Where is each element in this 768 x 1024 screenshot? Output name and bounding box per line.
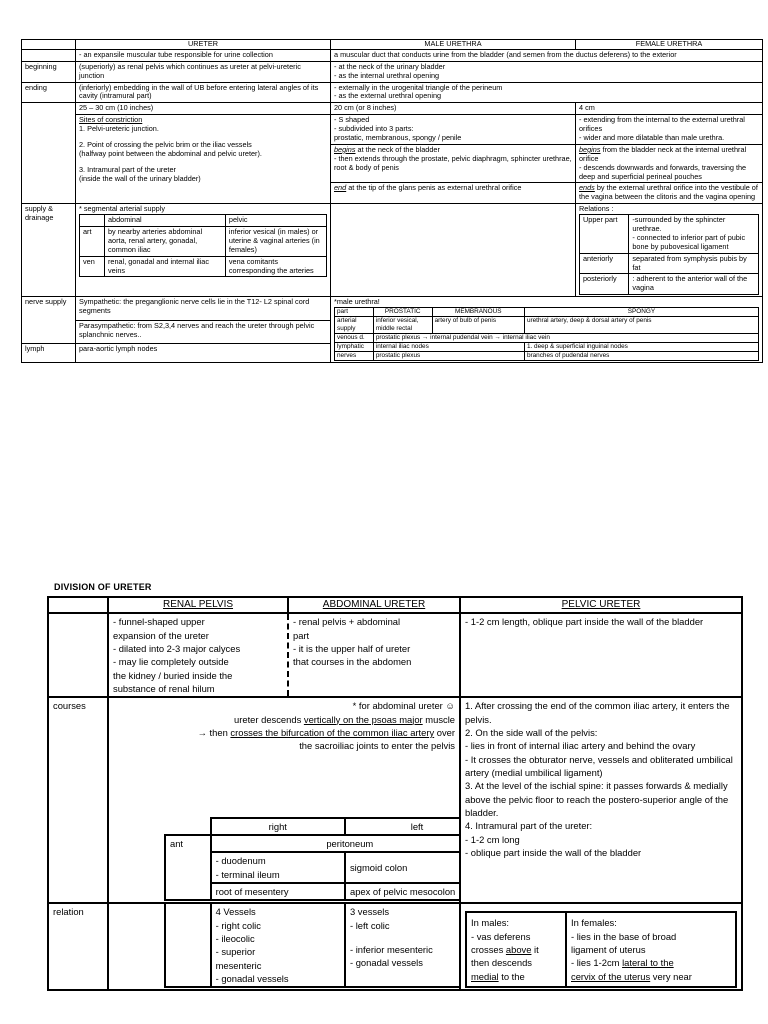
males-title: In males: [471,917,510,929]
header-renal-pelvis: RENAL PELVIS [108,597,288,613]
rel-header-left: left [345,818,460,835]
detail-lymph-internal: internal iliac nodes [373,343,524,352]
row-ven: ven [80,256,105,277]
males-line-4 [471,970,561,983]
detail-h-part: part [335,308,374,317]
course-line-1-u: vertically on the psoas major [303,713,423,725]
constriction-item-1: 1. Pelvi-ureteric junction. [79,124,159,134]
subheader-pelvic: pelvic [225,215,326,227]
constriction-item-2-note: (halfway point between the abdominal and pelvic ureter). [79,148,262,158]
female-end-word: ends [579,183,595,193]
female-shape [576,115,763,145]
abd-desc-3: - it is the upper half of ureter [293,642,411,654]
pelvic-relations [460,903,742,990]
urethra-ending [331,82,763,103]
rel-right-vessels-5: - gonadal vessels [215,973,289,985]
detail-h-spongy: SPONGY [524,308,758,317]
rel-right-1-b: - terminal ileum [215,868,280,880]
ending-row [22,82,763,103]
males-relation [466,912,566,987]
detail-arterial-label: arterial supply [335,317,374,334]
females-line-3-a: - lies 1-2cm [571,957,623,969]
female-course [576,144,763,183]
ven-pelvic: vena comitants corresponding the arteries [225,256,326,277]
header-ureter: URETER [76,40,331,50]
constriction-item-2: 2. Point of crossing the pelvic brim or the iliac vessels [79,140,252,150]
males-line-1: - vas deferens [471,930,531,942]
detail-arterial-spongy: urethral artery, deep & dorsal artery of penis [524,317,758,334]
pelvic-ureter-desc: - 1-2 cm length, oblique part inside the wall of the bladder [460,613,742,697]
rel-left-vessels [345,903,460,987]
urethra-ending-line-1: - externally in the urogenital triangle of the perineum [334,82,503,92]
urethra-beginning-line-2: - as the internal urethral opening [334,70,440,80]
males-line-2 [471,943,561,956]
constriction-item-3-note: (inside the wall of the urinary bladder) [79,173,201,183]
ureter-lymph: para-aortic lymph nodes [76,344,331,363]
male-end-word: end [334,183,347,193]
relations-title: Relations : [579,204,614,214]
renal-desc-1: - funnel-shaped upper [113,616,205,628]
rel-header-right: right [211,818,345,835]
row-label-nerve: nerve supply [22,297,76,344]
female-end [576,183,763,204]
row-label-beginning: beginning [22,61,76,82]
female-end-rest: by the external urethral orifice into the vestibule of the vagina between the clitoris and the vagina opening [579,183,758,202]
supply-row [22,204,763,297]
females-line-3 [571,956,731,969]
rel-left-vessels-title: 3 vessels [349,906,390,918]
rel-right-vessels-3: - superior [215,946,256,958]
corner-cell [22,40,76,50]
row-label-relation: relation [48,903,108,990]
ureter-nerve-para: Parasympathetic: from S2,3,4 nerves and reach the ureter through pelvic splanchnic nerves.. [76,320,331,343]
ureter-ending: (inferiorly) embedding in the wall of UB before entering lateral angles of its cavity (intramural part) [76,82,331,103]
females-line-3-u: lateral to the [622,957,674,969]
males-line-4-b: to the [498,970,525,982]
ven-abdominal: renal, gonadal and internal iliac veins [105,256,226,277]
renal-desc-2: expansion of the ureter [113,629,209,641]
renal-desc-3: - dilated into 2-3 major calyces [113,642,241,654]
art-pelvic: inferior vesical (in males) or uterine & vaginal arteries (in females) [225,227,326,257]
urethra-ending-line-2: - as the external urethral opening [334,91,442,101]
pelvic-course-5: 3. At the level of the ischial spine: it passes forwards & medially above the pelvic floor to reach the postero-superior angle of the bladder. [465,780,729,818]
pelvic-course-8: - oblique part inside the wall of the bladder [465,847,642,859]
male-begins-word: begins [334,144,356,154]
row-label-supply: supply & drainage [22,204,76,297]
relation-posteriorly-text: : adherent to the anterior wall of the vagina [629,274,759,295]
male-begins-rest: at the neck of the bladder [355,144,440,154]
courses-row [48,697,742,903]
header-male-urethra: MALE URETHRA [331,40,576,50]
abd-desc-1: - renal pelvis + abdominal [293,616,401,628]
pelvic-course-7: - 1-2 cm long [465,833,520,845]
row-label-courses: courses [48,697,108,903]
abd-desc-2: part [293,629,310,641]
division-desc-row [48,613,742,697]
females-line-4 [571,970,731,983]
pelvic-course [460,697,742,903]
renal-desc-4: - may lie completely outside [113,656,229,668]
male-end [331,183,576,204]
detail-lymph-inguinal: 1. deep & superficial inguinal nodes [524,343,758,352]
male-shape [331,115,576,145]
rel-right-1-a: - duodenum [215,855,266,867]
females-line-4-u: cervix of the uterus [571,970,651,982]
abdominal-relations-table [164,817,460,902]
rel-right-2: root of mesentery [211,883,345,900]
header-female-urethra: FEMALE URETHRA [576,40,763,50]
course-line-2-u: crosses the bifurcation of the common iliac artery [230,726,435,738]
male-shape-line-2: - subdivided into 3 parts: [334,124,414,134]
art-abdominal: by nearby arteries abdominal aorta, renal artery, gonadal, common iliac [105,227,226,257]
relation-posteriorly: posteriorly [580,274,629,295]
pelvic-course-2: 2. On the side wall of the pelvis: [465,726,598,738]
pelvic-course-3: - lies in front of internal iliac artery and behind the ovary [465,740,696,752]
course-line-3: the sacroiliac joints to enter the pelvis [299,740,455,752]
males-line-2-a: crosses [471,944,506,956]
detail-nerves-pudendal: branches of pudendal nerves [524,352,758,361]
females-relation [566,912,736,987]
ureter-definition: - an expansile muscular tube responsible for urine collection [76,49,331,61]
female-length: 4 cm [576,103,763,115]
sites-of-constriction [76,115,331,204]
nerve-row [22,297,763,320]
header-pelvic-ureter: PELVIC URETER [460,597,742,613]
course-note: * for abdominal ureter ☺ [352,700,455,712]
detail-h-prostatic: PROSTATIC [373,308,432,317]
length-row [22,103,763,115]
female-shape-line-2: - wider and more dilatable than male urethra. [579,133,725,143]
relation-row [48,903,742,990]
relation-anteriorly: anteriorly [580,253,629,274]
definition-row [22,49,763,61]
course-line-1 [113,713,455,726]
detail-nerves-prostatic: prostatic plexus [373,352,524,361]
row-label-lymph: lymph [22,344,76,363]
male-urethra-detail [331,297,763,363]
male-course-line-2: - then extends through the prostate, pelvic diaphragm, sphincter urethrae, root & body of penis [334,153,572,172]
male-shape-line-3: prostatic, membranous, spongy / penile [334,133,462,143]
relation-anteriorly-text: separated from symphysis pubis by fat [629,253,759,274]
course-line-1-b: muscle [422,713,455,725]
rel-left-vessels-3: - gonadal vessels [349,957,423,969]
constriction-item-3: 3. Intramural part of the ureter [79,164,176,174]
constriction-title: Sites of constriction [79,115,143,125]
abdominal-relation-vessels [108,903,460,990]
female-course-line-1 [579,146,759,164]
course-line-2-b: over [434,726,455,738]
detail-venous-label: venous d. [335,334,374,343]
detail-venous-text: prostatic plexus → internal pudendal vein → internal iliac vein [373,334,758,343]
ureter-length: 25 – 30 cm (10 inches) [76,103,331,115]
rel-left-1: sigmoid colon [345,852,460,883]
females-title: In females: [571,917,617,929]
female-begins-rest: from the bladder neck at the internal urethral orifice [579,144,747,163]
female-relations [576,204,763,297]
female-begins-word: begins [579,144,601,154]
division-header-row [48,597,742,613]
relation-upper-line-1: -surrounded by the sphincter urethrae. [632,215,726,234]
sex-relations-table [465,911,737,988]
relation-upper-text [629,215,759,254]
females-line-4-b: very near [650,970,692,982]
rel-right-vessels-2: - ileocolic [215,933,255,945]
abdominal-course [108,697,460,903]
abdominal-ureter-desc [288,613,460,697]
females-line-2: ligament of uterus [571,944,646,956]
urethra-beginning [331,61,763,82]
male-urethra-detail-table [334,307,759,361]
ureter-urethra-comparison-table [21,39,763,363]
male-course [331,144,576,183]
male-length: 20 cm (or 8 inches) [331,103,576,115]
ureter-supply [76,204,331,297]
relations-subtable [579,214,759,295]
division-of-ureter-table [47,596,743,991]
male-supply-empty [331,204,576,297]
detail-arterial-prostatic: inferior vesical, middle rectal [373,317,432,334]
detail-arterial-membranous: artery of bulb of penis [432,317,524,334]
row-label-ending: ending [22,82,76,103]
row-art: art [80,227,105,257]
female-shape-line-1: - extending from the internal to the external urethral orifices [579,115,745,134]
detail-lymph-label: lymphatic [335,343,374,352]
renal-desc-5: the kidney / buried inside the [113,669,233,681]
urethra-definition: a muscular duct that conducts urine from the bladder (and semen from the ductus deferens) to the exterior [331,49,763,61]
header-abdominal-ureter: ABDOMINAL URETER [288,597,460,613]
course-line-1-a: ureter descends [234,713,304,725]
pelvic-course-1: 1. After crossing the end of the common iliac artery, it enters the pelvis. [465,700,730,725]
division-of-ureter-title: DIVISION OF URETER [54,582,152,592]
course-line-2-a: → then [197,726,231,738]
ureter-beginning: (superiorly) as renal pelvis which continues as ureter at pelvi-ureteric junction [76,61,331,82]
header-row [22,40,763,50]
rel-left-2: apex of pelvic mesocolon [345,883,460,900]
male-shape-line-1: - S shaped [334,115,370,125]
male-urethra-note: *male urethra! [334,297,380,307]
course-line-2 [113,726,455,739]
renal-pelvis-desc [108,613,288,697]
rel-left-vessels-1: - left colic [349,919,390,931]
males-line-3: then descends [471,957,532,969]
pelvic-course-4: - It crosses the obturator nerve, vessels and obliterated umbilical artery (medial umbilical ligament) [465,753,733,778]
rel-right-1 [211,852,345,883]
relation-upper-part: Upper part [580,215,629,254]
shape-row [22,115,763,145]
urethra-beginning-line-1: - at the neck of the urinary bladder [334,61,446,71]
females-line-1: - lies in the base of broad [571,930,677,942]
pelvic-course-6: 4. Intramural part of the ureter: [465,820,593,832]
rel-right-vessels-1: - right colic [215,919,261,931]
relation-upper-line-2: - connected to inferior part of pubic bone by pubovesical ligament [632,232,746,251]
rel-right-vessels-title: 4 Vessels [215,906,256,918]
males-line-2-u: above [505,944,532,956]
rel-ant-label: ant [165,835,211,900]
renal-desc-6: substance of renal hilum [113,682,215,694]
rel-right-vessels-4: mesenteric [215,959,262,971]
subheader-abdominal: abdominal [105,215,226,227]
rel-right-vessels [211,903,345,987]
detail-h-membranous: MEMBRANOUS [432,308,524,317]
rel-peritoneum: peritoneum [211,835,460,852]
rel-left-vessels-2: - inferior mesenteric [349,944,433,956]
detail-nerves-label: nerves [335,352,374,361]
ureter-nerve-symp: Sympathetic: the preganglionic nerve cells lie in the T12- L2 spinal cord segments [76,297,331,320]
beginning-row [22,61,763,82]
males-line-4-u: medial [471,970,499,982]
male-end-rest: at the tip of the glans penis as external urethral orifice [346,183,522,193]
supply-subtable [79,214,327,277]
males-line-2-b: it [531,944,539,956]
abd-desc-4: that courses in the abdomen [293,656,412,668]
female-course-line-2: - descends downwards and forwards, traversing the deep and superficial perineal pouches [579,162,747,181]
vessels-table [164,903,460,988]
supply-note: * segmental arterial supply [79,204,165,214]
